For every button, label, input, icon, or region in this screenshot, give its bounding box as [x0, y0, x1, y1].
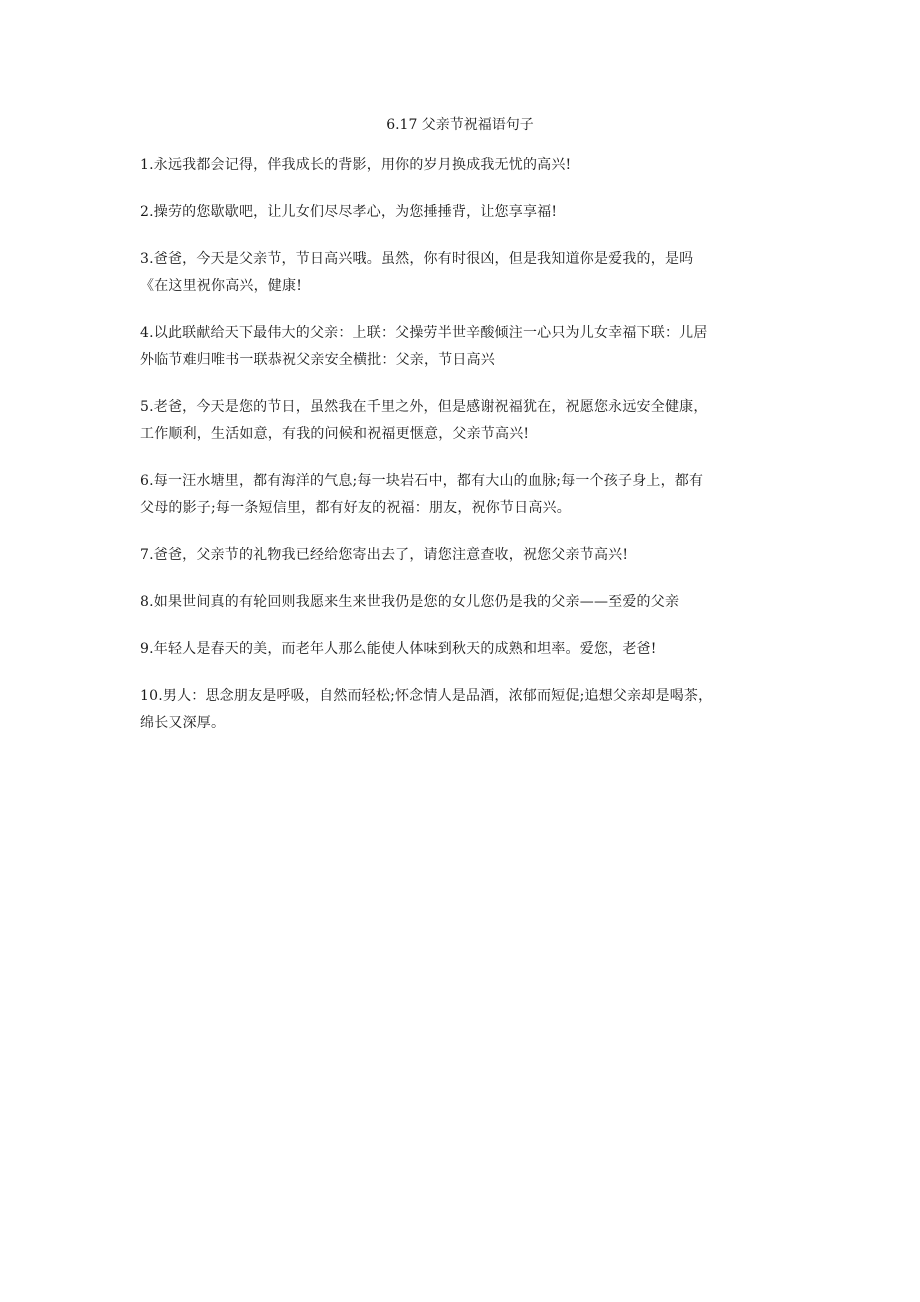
- paragraph-4: 4.以此联献给天下最伟大的父亲：上联：父操劳半世辛酸倾注一心只为儿女幸福下联：儿居 外临节难归唯书一联恭祝父亲安全横批：父亲，节日高兴: [140, 325, 708, 368]
- paragraph-3: 3.爸爸，今天是父亲节，节日高兴哦。虽然，你有时很凶，但是我知道你是爱我的，是吗 《在这里祝你高兴，健康!: [140, 251, 694, 294]
- document-body: [140, 152, 802, 757]
- paragraph-6: 6.每一汪水塘里，都有海洋的气息;每一块岩石中，都有大山的血脉;每一个孩子身上，都有 父母的影子;每一条短信里，都有好友的祝福：朋友，祝你节日高兴。: [140, 473, 704, 516]
- paragraph-9: 9.年轻人是春天的美，而老年人那么能使人体味到秋天的成熟和坦率。爱您，老爸!: [140, 641, 657, 657]
- paragraph-10: 10.男人：思念朋友是呼吸，自然而轻松;怀念情人是品酒，浓郁而短促;追想父亲却是喝茶， 绵长又深厚。: [140, 688, 713, 731]
- paragraph-2: 2.操劳的您歇歇吧，让儿女们尽尽孝心，为您捶捶背，让您享享福!: [140, 204, 558, 220]
- paragraph-7: 7.爸爸，父亲节的礼物我已经给您寄出去了，请您注意查收，祝您父亲节高兴!: [140, 547, 629, 563]
- paragraph-5: 5.老爸，今天是您的节日，虽然我在千里之外，但是感谢祝福犹在，祝愿您永远安全健康， 工作顺利，生活如意，有我的问候和祝福更惬意，父亲节高兴!: [140, 399, 708, 442]
- paragraph-8: 8.如果世间真的有轮回则我愿来生来世我仍是您的女儿您仍是我的父亲——至爱的父亲: [140, 594, 680, 610]
- paragraph-1: 1.永远我都会记得，伴我成长的背影，用你的岁月换成我无忧的高兴!: [140, 157, 572, 173]
- document-title: 6.17 父亲节祝福语句子: [386, 117, 534, 133]
